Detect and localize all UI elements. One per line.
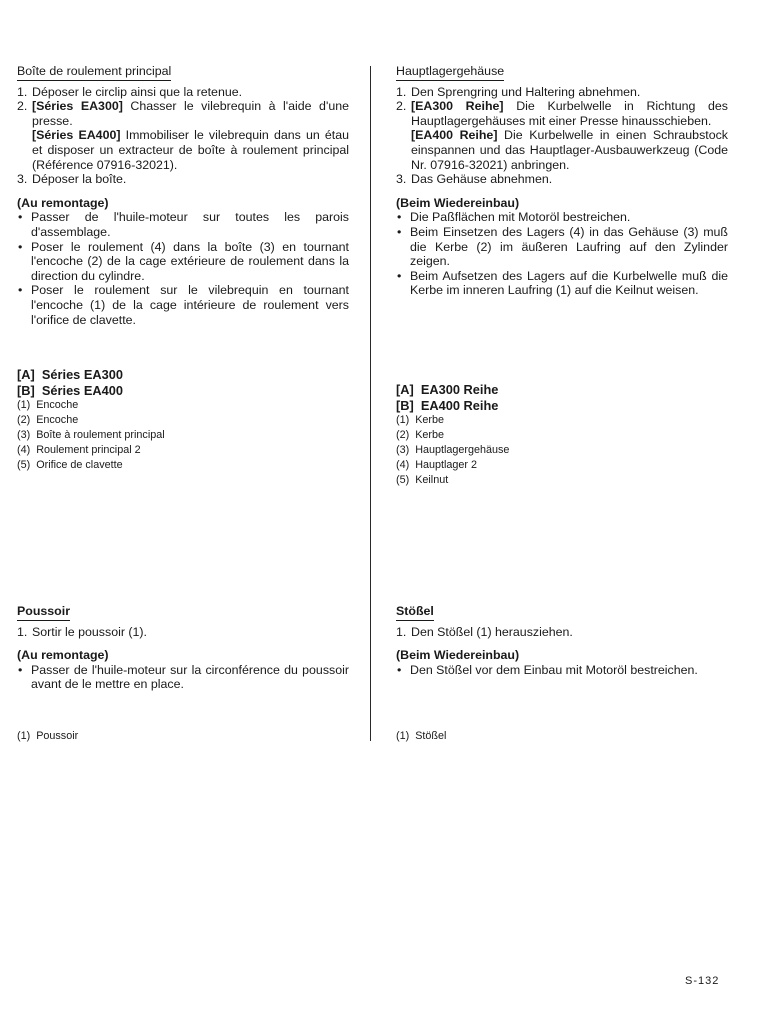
series-tag: [EA300 Reihe] — [411, 99, 504, 114]
bullet-item — [17, 240, 349, 284]
column-divider — [370, 66, 371, 741]
reassembly-bullets — [396, 210, 728, 298]
legend-items — [396, 729, 728, 744]
bullet-icon: • — [397, 268, 402, 283]
bullet-icon: • — [397, 210, 402, 225]
bullet-item — [17, 283, 349, 327]
step-item — [396, 85, 728, 100]
step-number: 1. — [17, 624, 28, 639]
legend-item: (5) Orifice de clavette — [17, 459, 123, 471]
step-paragraph — [32, 172, 349, 187]
step-paragraph — [411, 625, 728, 640]
bullet-text: Passer de l'huile-moteur sur la circonférence du poussoir avant de le mettre en place. — [31, 662, 349, 692]
step-number: 2. — [17, 99, 28, 114]
step-text: Chasser le vilebrequin à l'aide d'une presse. — [32, 99, 349, 128]
bullet-item — [17, 210, 349, 239]
legend-item: (1) Encoche — [17, 399, 79, 411]
section-heading: Boîte de roulement principal — [17, 64, 171, 81]
bullet-icon: • — [18, 239, 23, 254]
step-text: Den Stößel (1) herausziehen. — [411, 624, 573, 639]
legend-de — [396, 382, 728, 488]
step-item — [17, 99, 349, 172]
step-list — [396, 625, 728, 640]
step-list — [396, 85, 728, 187]
step-paragraph — [32, 625, 349, 640]
bullet-item — [17, 663, 349, 692]
reassembly-subheading: (Au remontage) — [17, 648, 109, 663]
step-number: 3. — [396, 172, 407, 187]
section-main-bearing-fr — [17, 64, 349, 327]
legend-item: (3) Boîte à roulement principal — [17, 429, 165, 441]
step-text: Immobiliser le vilebrequin dans un étau et disposer un extracteur de boîte à roulement principal (Référence 07916-32021). — [32, 128, 349, 172]
bullet-item — [396, 210, 728, 225]
legend-variant-label: [A] Séries EA300 — [17, 367, 123, 382]
series-tag: [Séries EA400] — [32, 128, 121, 143]
legend-heads — [17, 367, 349, 398]
page-number: S-132 — [685, 975, 720, 987]
legend-fr — [17, 367, 349, 473]
legend-variant-label: [B] EA400 Reihe — [396, 397, 499, 413]
section-main-bearing-de — [396, 64, 728, 298]
step-text: Sortir le poussoir (1). — [32, 624, 147, 639]
step-item — [17, 172, 349, 187]
legend-items — [17, 729, 349, 744]
reassembly-bullets — [396, 663, 728, 678]
legend-variant-label: [B] Séries EA400 — [17, 382, 123, 398]
step-text: Déposer la boîte. — [32, 172, 127, 187]
legend-item: (4) Roulement principal 2 — [17, 444, 141, 456]
legend-item: (4) Hauptlager 2 — [396, 459, 478, 471]
section-heading: Poussoir — [17, 604, 70, 621]
legend-tappet-fr — [17, 729, 349, 744]
step-number: 3. — [17, 172, 28, 187]
series-tag: [EA400 Reihe] — [411, 128, 498, 143]
step-number: 1. — [396, 84, 407, 99]
reassembly-subheading: (Beim Wiedereinbau) — [396, 195, 520, 210]
step-paragraph — [32, 99, 349, 128]
bullet-icon: • — [18, 662, 23, 677]
reassembly-subheading: (Au remontage) — [17, 195, 109, 210]
bullet-text: Poser le roulement (4) dans la boîte (3) en tournant l'encoche (2) de la cage extérieure de roulement dans la direction du cylindre. — [31, 239, 349, 283]
legend-items — [396, 413, 728, 488]
bullet-icon: • — [397, 662, 402, 677]
bullet-icon: • — [397, 224, 402, 239]
step-item — [396, 625, 728, 640]
step-paragraph — [411, 85, 728, 100]
section-tappet-fr — [17, 604, 349, 692]
step-paragraph — [32, 85, 349, 100]
step-list — [17, 85, 349, 187]
step-text: Die Kurbelwelle in Richtung des Hauptlagergehäuses mit einer Presse hinausschieben. — [411, 99, 728, 128]
legend-tappet-de — [396, 729, 728, 744]
step-paragraph — [411, 99, 728, 128]
legend-heads — [396, 382, 728, 413]
bullet-item — [396, 269, 728, 298]
step-text: Das Gehäuse abnehmen. — [411, 172, 553, 187]
legend-item: (2) Kerbe — [396, 429, 445, 441]
bullet-icon: • — [18, 210, 23, 225]
legend-item: (1) Kerbe — [396, 414, 445, 426]
step-paragraph — [411, 128, 728, 172]
bullet-icon: • — [18, 283, 23, 298]
series-tag: [Séries EA300] — [32, 99, 123, 114]
step-number: 2. — [396, 99, 407, 114]
bullet-text: Beim Einsetzen des Lagers (4) in das Gehäuse (3) muß die Kerbe (2) im äußeren Laufring auf den Zylinder zeigen. — [410, 224, 728, 269]
section-heading: Hauptlagergehäuse — [396, 64, 504, 81]
bullet-text: Den Stößel vor dem Einbau mit Motoröl bestreichen. — [410, 662, 698, 677]
step-item — [17, 85, 349, 100]
section-tappet-de — [396, 604, 728, 677]
step-paragraph — [411, 172, 728, 187]
step-text: Déposer le circlip ainsi que la retenue. — [32, 84, 243, 99]
step-item — [17, 625, 349, 640]
step-number: 1. — [396, 624, 407, 639]
step-list — [17, 625, 349, 640]
reassembly-subheading: (Beim Wiedereinbau) — [396, 648, 520, 663]
section-heading: Stößel — [396, 604, 434, 621]
bullet-item — [396, 225, 728, 269]
bullet-text: Passer de l'huile-moteur sur toutes les parois d'assemblage. — [31, 210, 349, 239]
legend-item: (5) Keilnut — [396, 474, 449, 486]
bullet-text: Poser le roulement sur le vilebrequin en tournant l'encoche (1) de la cage intérieure de roulement vers l'orifice de clavette. — [31, 283, 349, 327]
step-text: Den Sprengring und Haltering abnehmen. — [411, 84, 641, 99]
step-item — [396, 99, 728, 172]
bullet-text: Die Paßflächen mit Motoröl bestreichen. — [410, 210, 631, 225]
step-item — [396, 172, 728, 187]
legend-items — [17, 398, 349, 473]
legend-item: (3) Hauptlagergehäuse — [396, 444, 510, 456]
reassembly-bullets — [17, 663, 349, 692]
bullet-text: Beim Aufsetzen des Lagers auf die Kurbelwelle muß die Kerbe im inneren Laufring (1) auf die Keilnut weisen. — [410, 268, 728, 298]
legend-item: (2) Encoche — [17, 414, 79, 426]
step-number: 1. — [17, 84, 28, 99]
reassembly-bullets — [17, 210, 349, 327]
legend-item: (1) Stößel — [396, 730, 447, 742]
legend-item: (1) Poussoir — [17, 730, 79, 742]
step-paragraph — [32, 128, 349, 172]
legend-variant-label: [A] EA300 Reihe — [396, 382, 499, 397]
step-text: Die Kurbelwelle in einen Schraubstock einspannen und das Hauptlager-Ausbauwerkzeug (Code Nr. 07916-32021) anbringen. — [411, 128, 728, 172]
bullet-item — [396, 663, 728, 678]
